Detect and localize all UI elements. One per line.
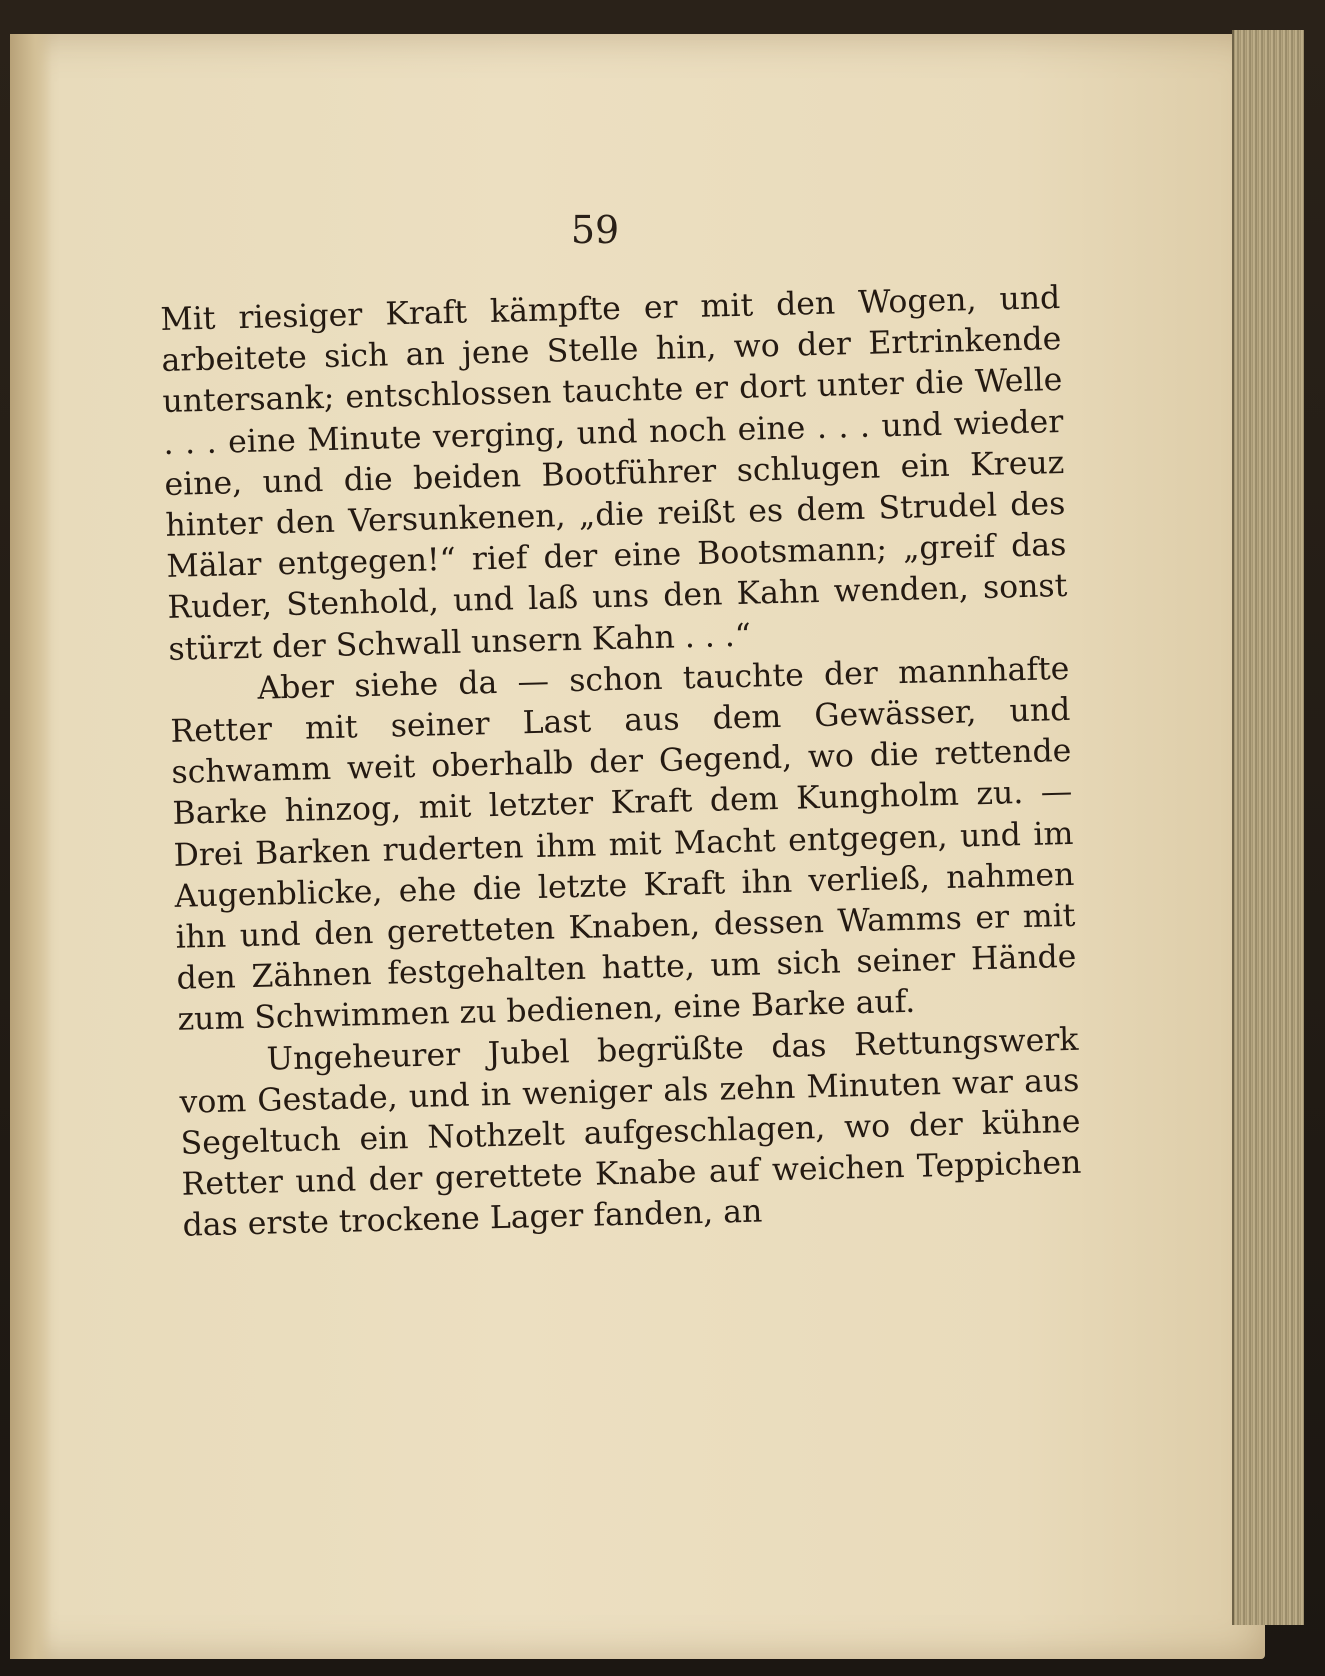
- body-text: [160, 278, 1083, 1247]
- paragraph-1: Mit riesiger Kraft kämpfte er mit den Wogen, und arbeitete sich an jene Stelle hin, wo der Ertrinkende untersank; entschlossen tauchte er dort unter die Welle . . . eine Minute verging, und noch eine . . . und wieder eine, und die beiden Bootführer schlugen ein Kreuz hinter den Versunkenen, „die reißt es dem Strudel des Mälar entgegen!“ rief der eine Bootsmann; „greif das Ruder, Stenhold, und laß uns den Kahn wenden, sonst stürzt der Schwall unsern Kahn . . .“: [160, 280, 1068, 668]
- page-number: 59: [570, 208, 620, 252]
- page-gutter: [10, 34, 52, 1659]
- page-edges: [1232, 30, 1304, 1625]
- paragraph-2: Aber siehe da — schon tauchte der mannhafte Retter mit seiner Last aus dem Gewässer, und schwamm weit oberhalb der Gegend, wo die rettende Barke hinzog, mit letzter Kraft dem Kungholm zu. — Drei Barken ruderten ihm mit Macht entgegen, und im Augenblicke, ehe die letzte Kraft ihn verließ, nahmen ihn und den geretteten Knaben, dessen Wamms er mit den Zähnen festgehalten hatte, um sich seiner Hände zum Schwimmen zu bedienen, eine Barke auf.: [170, 650, 1077, 1039]
- paragraph-3: Ungeheurer Jubel begrüßte das Rettungswerk vom Gestade, und in weniger als zehn Minuten war aus Segeltuch ein Nothzelt aufgeschlagen, wo der kühne Retter und der gerettete Knabe auf weichen Teppichen das erste trockene Lager fanden, an: [179, 1021, 1082, 1245]
